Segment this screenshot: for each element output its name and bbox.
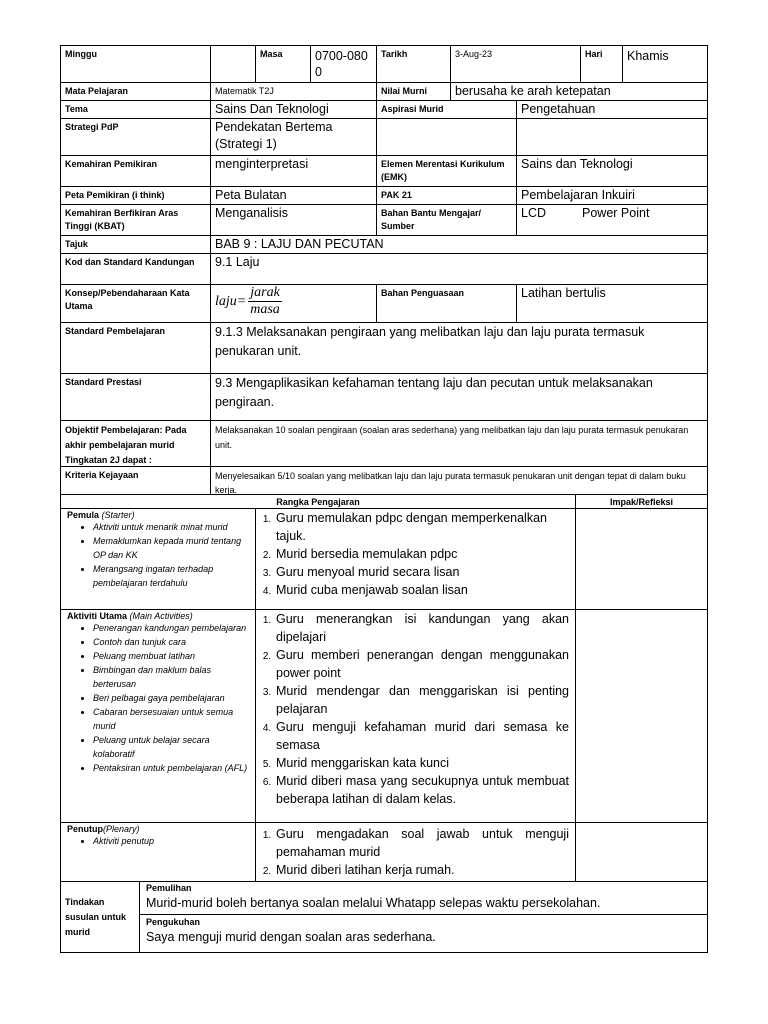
bbm-value-lcd: LCD [521, 206, 547, 220]
pemula-activities-cell [61, 509, 256, 610]
pemula-step: 2. Murid bersedia memulakan pdpc [274, 545, 569, 563]
pemula-steps-cell [256, 509, 576, 610]
pemula-step: 3. Guru menyoal murid secara lisan [274, 563, 569, 581]
sp-row [60, 323, 708, 374]
kod-label: Kod dan Standard Kandungan [61, 254, 211, 285]
bbm-values [517, 205, 708, 236]
sp-value: 9.1.3 Melaksanakan pengiraan yang melibatkan laju dan laju purata termasuk penukaran unit. [211, 323, 708, 374]
konsep-label: Konsep/Pebendaharaan Kata Utama [61, 285, 211, 323]
utama-activity: • Peluang membuat latihan [93, 649, 252, 663]
utama-activity: • Contoh dan tunjuk cara [93, 635, 252, 649]
aspirasi-label: Aspirasi Murid [377, 101, 517, 119]
utama-activity: • Beri pelbagai gaya pembelajaran [93, 691, 252, 705]
strategi-value: Pendekatan Bertema (Strategi 1) [211, 119, 377, 156]
objektif-label: Objektif Pembelajaran: Pada akhir pembelajaran murid Tingkatan 2J dapat : [61, 421, 211, 467]
utama-activity: • Bimbingan dan maklum balas berterusan [93, 663, 252, 691]
formula-denominator: masa [250, 302, 280, 317]
pemula-activity: • Merangsang ingatan terhadap pembelajaran terdahulu [93, 562, 252, 590]
tindakan-row [60, 882, 708, 953]
pak-label: PAK 21 [377, 187, 517, 205]
pemula-step-list [260, 509, 569, 599]
bbm-value-powerpoint: Power Point [582, 206, 650, 220]
mata-pelajaran-value: Matematik T2J [211, 83, 377, 101]
pemula-impak-cell [576, 509, 708, 610]
nilai-murni-label: Nilai Murni [377, 83, 451, 101]
penutup-title-text: Penutup [67, 824, 103, 834]
pemula-activity: • Aktiviti untuk menarik minat murid [93, 520, 252, 534]
strategi-empty-2 [517, 119, 708, 156]
mata-pelajaran-label: Mata Pelajaran [61, 83, 211, 101]
konsep-row [60, 285, 708, 323]
pemula-activity-list [67, 520, 252, 590]
pemula-activity: • Memaklumkan kepada murid tentang OP dan KK [93, 534, 252, 562]
kod-row [60, 254, 708, 285]
bbm-label: Bahan Bantu Mengajar/ Sumber [377, 205, 517, 236]
utama-step: 4. Guru menguji kefahaman murid dari semasa ke semasa [274, 718, 569, 754]
formula-cell [211, 285, 377, 323]
tarikh-value: 3-Aug-23 [451, 46, 581, 83]
peta-value: Peta Bulatan [211, 187, 377, 205]
masa-label: Masa [256, 46, 311, 83]
emk-value: Sains dan Teknologi [517, 156, 708, 187]
strategi-empty-1 [377, 119, 517, 156]
objektif-row [60, 421, 708, 467]
subject-row [60, 83, 708, 101]
pemula-title-text: Pemula [67, 510, 100, 520]
tajuk-row [60, 236, 708, 254]
utama-steps-cell [256, 610, 576, 823]
pemulihan-label: Pemulihan [146, 883, 192, 893]
strategi-label: Strategi PdP [61, 119, 211, 156]
utama-step: 2. Guru memberi penerangan dengan menggunakan power point [274, 646, 569, 682]
tema-label: Tema [61, 101, 211, 119]
nilai-murni-value: berusaha ke arah ketepatan [451, 83, 708, 101]
penguasaan-label: Bahan Penguasaan [377, 285, 517, 323]
tindakan-label: Tindakan susulan untuk murid [61, 882, 140, 953]
utama-activity: • Peluang untuk belajar secara kolaboratif [93, 733, 252, 761]
pengukuhan-label: Pengukuhan [146, 917, 201, 927]
formula-fraction [248, 285, 282, 318]
pemula-title [67, 510, 252, 520]
aspirasi-value: Pengetahuan [517, 101, 708, 119]
emk-label: Elemen Merentasi Kurikulum (EMK) [377, 156, 517, 187]
formula-numerator: jarak [250, 285, 280, 300]
utama-activity-list [67, 621, 252, 775]
penutup-activity: • Aktiviti penutup [93, 834, 252, 848]
penutup-title [67, 824, 252, 834]
pemula-title-note: (Starter) [101, 510, 135, 520]
utama-title [67, 611, 252, 621]
pemulihan-value: Murid-murid boleh bertanya soalan melalui Whatapp selepas waktu persekolahan. [146, 896, 601, 910]
penutup-activity-list [67, 834, 252, 848]
pengukuhan-block [140, 915, 707, 952]
rangka-header-row [60, 495, 708, 509]
penutup-impak-cell [576, 823, 708, 882]
lesson-plan [60, 45, 708, 953]
penutup-row [60, 823, 708, 882]
tindakan-content [140, 882, 708, 953]
utama-step: 3. Murid mendengar dan menggariskan isi penting pelajaran [274, 682, 569, 718]
strategi-row [60, 119, 708, 156]
sp-label: Standard Pembelajaran [61, 323, 211, 374]
peta-row [60, 187, 708, 205]
rangka-header: Rangka Pengajaran [61, 495, 576, 509]
utama-step: 6. Murid diberi masa yang secukupnya untuk membuat beberapa latihan di dalam kelas. [274, 772, 569, 808]
kbat-label: Kemahiran Berfikiran Aras Tinggi (KBAT) [61, 205, 211, 236]
kbat-value: Menganalisis [211, 205, 377, 236]
hari-label: Hari [581, 46, 623, 83]
penutup-step: 1. Guru mengadakan soal jawab untuk menguji pemahaman murid [274, 825, 569, 861]
tarikh-label: Tarikh [377, 46, 451, 83]
utama-step: 5. Murid menggariskan kata kunci [274, 754, 569, 772]
pemula-step: 4. Murid cuba menjawab soalan lisan [274, 581, 569, 599]
utama-step: 1. Guru menerangkan isi kandungan yang akan dipelajari [274, 610, 569, 646]
kbat-row [60, 205, 708, 236]
kriteria-value: Menyelesaikan 5/10 soalan yang melibatkan laju dan laju purata termasuk penukaran unit dengan tepat di dalam buku kerja. [211, 467, 708, 495]
kod-value: 9.1 Laju [211, 254, 708, 285]
tajuk-value: BAB 9 : LAJU DAN PECUTAN [211, 236, 708, 254]
kemahiran-pemikiran-value: menginterpretasi [211, 156, 377, 187]
pengukuhan-value: Saya menguji murid dengan soalan aras sederhana. [146, 930, 436, 944]
pemula-row [60, 509, 708, 610]
penutup-step-list [260, 825, 569, 879]
penutup-title-note: (Plenary) [103, 824, 140, 834]
spr-value: 9.3 Mengaplikasikan kefahaman tentang laju dan pecutan untuk melaksanakan pengiraan. [211, 374, 708, 421]
header-row [60, 45, 708, 83]
tema-value: Sains Dan Teknologi [211, 101, 377, 119]
penutup-steps-cell [256, 823, 576, 882]
penutup-activities-cell [61, 823, 256, 882]
hari-value: Khamis [623, 46, 708, 83]
pemulihan-block [140, 882, 707, 915]
speed-formula [215, 285, 282, 318]
formula-lhs: laju= [215, 293, 247, 309]
pak-value: Pembelajaran Inkuiri [517, 187, 708, 205]
spr-label: Standard Prestasi [61, 374, 211, 421]
kriteria-row [60, 467, 708, 495]
pemula-step: 1. Guru memulakan pdpc dengan memperkenalkan tajuk. [274, 509, 569, 545]
utama-impak-cell [576, 610, 708, 823]
tema-row [60, 101, 708, 119]
utama-step-list [260, 610, 569, 808]
spr-row [60, 374, 708, 421]
impak-header: Impak/Refleksi [576, 495, 708, 509]
utama-activity: • Cabaran bersesuaian untuk semua murid [93, 705, 252, 733]
masa-value: 0700-0800 [311, 46, 377, 83]
penguasaan-value: Latihan bertulis [517, 285, 708, 323]
tajuk-label: Tajuk [61, 236, 211, 254]
utama-row [60, 610, 708, 823]
utama-activities-cell [61, 610, 256, 823]
utama-title-text: Aktiviti Utama [67, 611, 128, 621]
penutup-step: 2. Murid diberi latihan kerja rumah. [274, 861, 569, 879]
utama-title-note: (Main Activities) [129, 611, 193, 621]
kemahiran-pemikiran-label: Kemahiran Pemikiran [61, 156, 211, 187]
minggu-value [211, 46, 256, 83]
objektif-value: Melaksanakan 10 soalan pengiraan (soalan aras sederhana) yang melibatkan laju dan laju purata termasuk penukaran unit. [211, 421, 708, 467]
peta-label: Peta Pemikiran (i think) [61, 187, 211, 205]
utama-activity: • Pentaksiran untuk pembelajaran (AFL) [93, 761, 252, 775]
kriteria-label: Kriteria Kejayaan [61, 467, 211, 495]
utama-activity: • Penerangan kandungan pembelajaran [93, 621, 252, 635]
kemahiran-row [60, 156, 708, 187]
minggu-label: Minggu [61, 46, 211, 83]
